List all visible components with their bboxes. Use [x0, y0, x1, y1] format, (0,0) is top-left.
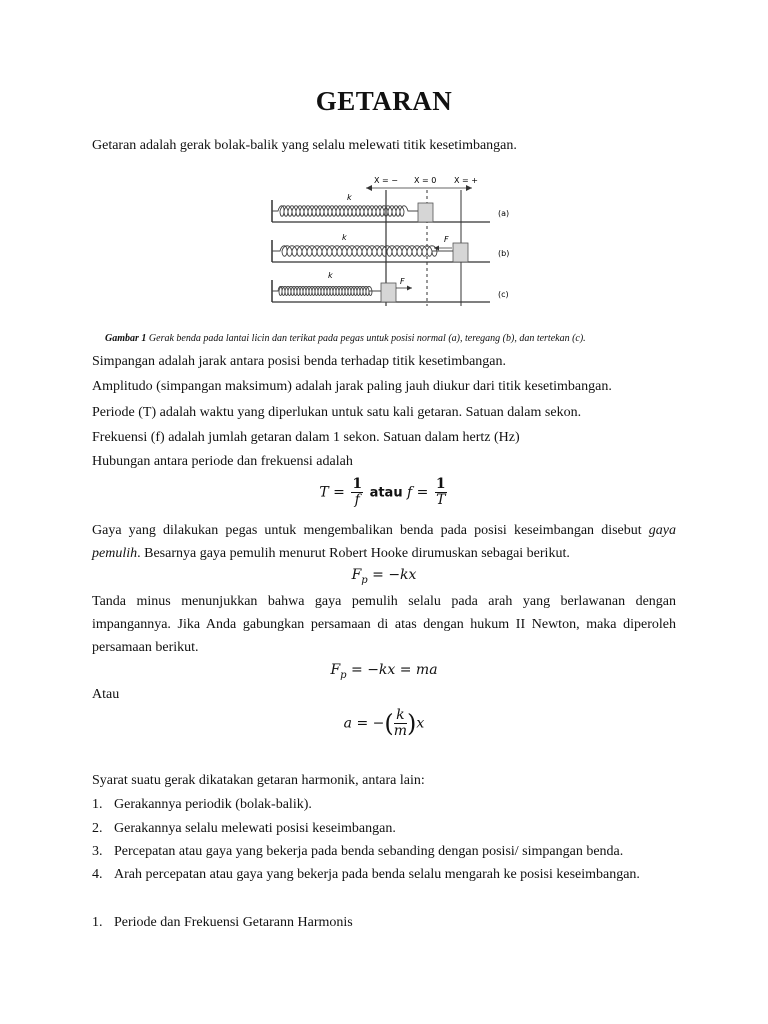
syarat-item-4: 4. Arah percepatan atau gaya yang bekerja pada benda selalu mengarah ke posisi keseimbangan.: [92, 867, 640, 882]
equation-hooke: $F_p = -kx$: [351, 567, 417, 586]
paragraph-minus-line3: persamaan berikut.: [92, 640, 199, 655]
svg-text:k: k: [342, 233, 347, 242]
section-heading: 1. Periode dan Frekuensi Getarann Harmonis: [92, 915, 353, 930]
figure-caption: [105, 333, 586, 344]
paragraph-gaya-line1: Gaya yang dilakukan pegas untuk mengembalikan benda pada posisi keseimbangan disebut gaya: [92, 523, 677, 538]
page-title: GETARAN: [315, 86, 453, 116]
caption-label: Gambar 1: [105, 333, 147, 344]
syarat-item-2: 2. Gerakannya selalu melewati posisi keseimbangan.: [92, 821, 396, 836]
equation-newton: $F_p = -kx$ = ma: [330, 662, 438, 681]
svg-text:k: k: [347, 193, 352, 202]
intro-paragraph: Getaran adalah gerak bolak-balik yang selalu melewati titik kesetimbangan.: [92, 138, 517, 153]
paragraph-gaya-line2: pemulih. Besarnya gaya pemulih menurut Robert Hooke dirumuskan sebagai berikut.: [92, 546, 570, 561]
syarat-item-1: 1. Gerakannya periodik (bolak-balik).: [92, 797, 312, 812]
definition-hubungan: Hubungan antara periode dan frekuensi adalah: [92, 454, 353, 469]
spring-c: [272, 287, 381, 296]
svg-text:F: F: [400, 277, 405, 286]
paragraph-minus-line1: Tanda minus menunjukkan bahwa gaya pemulih selalu pada arah yang berlawanan dengan: [92, 594, 676, 609]
spring-a: [272, 206, 418, 217]
svg-text:k: k: [328, 271, 333, 280]
equation-acceleration: a = −( $\frac{k}{m}$ )x: [343, 707, 425, 739]
spring-mass-figure: [262, 168, 524, 330]
block-a: [418, 203, 433, 222]
label-x-zero: X = 0: [414, 176, 437, 185]
syarat-item-3: 3. Percepatan atau gaya yang bekerja pada benda sebanding dengan posisi/ simpangan benda.: [92, 844, 624, 859]
row-c-label: (c): [498, 290, 509, 299]
definition-amplitudo: Amplitudo (simpangan maksimum) adalah jarak paling jauh diukur dari titik kesetimbangan.: [92, 379, 612, 394]
block-c: [381, 283, 396, 302]
paragraph-minus-line2: impangannya. Jika Anda gabungkan persamaan di atas dengan hukum II Newton, maka diperoleh: [92, 617, 676, 632]
svg-text:F: F: [444, 235, 449, 244]
label-x-pos: X = +: [454, 176, 478, 185]
definition-periode: Periode (T) adalah waktu yang diperlukan untuk satu kali getaran. Satuan dalam sekon.: [92, 405, 582, 420]
spring-b: [272, 246, 453, 257]
row-b-label: (b): [498, 249, 510, 258]
block-b: [453, 243, 468, 262]
syarat-intro: Syarat suatu gerak dikatakan getaran harmonik, antara lain:: [92, 773, 425, 788]
caption-text: Gerak benda pada lantai licin dan terikat pada pegas untuk posisi normal (a), teregang (b), dan tertekan (c).: [148, 333, 586, 344]
atau-label: Atau: [92, 687, 120, 702]
definition-simpangan: Simpangan adalah jarak antara posisi benda terhadap titik kesetimbangan.: [92, 354, 507, 369]
row-a-label: (a): [498, 209, 510, 218]
definition-frekuensi: Frekuensi (f) adalah jumlah getaran dalam 1 sekon. Satuan dalam hertz (Hz): [92, 430, 520, 445]
label-x-neg: X = −: [374, 176, 398, 185]
equation-period-frequency: T = $\frac{1}{f}$ atau f = $\frac{1}{T}$: [319, 476, 446, 508]
